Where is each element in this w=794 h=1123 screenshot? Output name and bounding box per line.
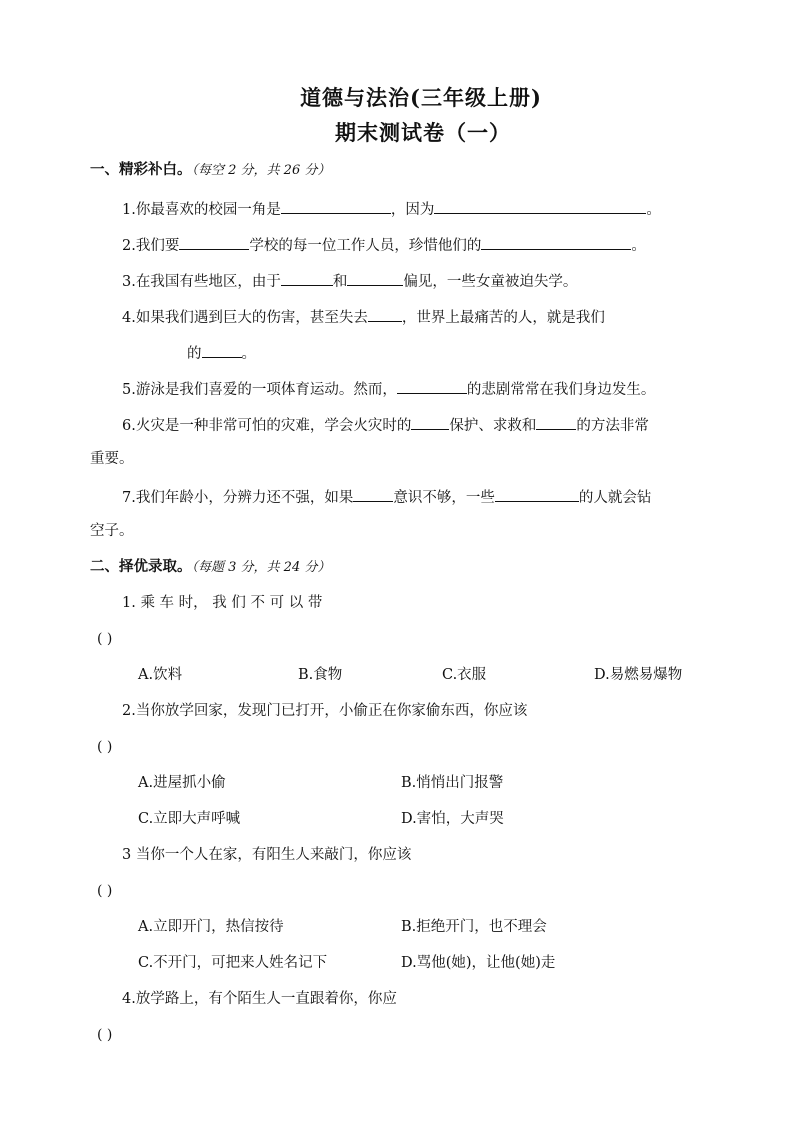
q2-text-b: 学校的每一位工作人员，珍惜他们的 <box>249 238 482 254</box>
q2-text-a: 2.我们要 <box>122 238 180 254</box>
s2-question-2-stem: 2.当你放学回家，发现门已打开，小偷正在你家偷东西，你应该 <box>122 703 528 719</box>
q4-text-b: ，世界上最痛苦的人，就是我们 <box>401 310 605 326</box>
exam-title: 道德与法治(三年级上册) <box>300 85 542 110</box>
option-c[interactable]: C.立即大声呼喊 <box>138 811 241 827</box>
answer-blank[interactable] <box>481 233 631 250</box>
answer-blank[interactable] <box>353 485 393 502</box>
q4-text-c: 的 <box>187 346 202 362</box>
answer-blank[interactable] <box>202 341 242 358</box>
q2-text-c: 。 <box>631 238 646 254</box>
s1-question-4 <box>122 305 605 328</box>
option-b[interactable]: B.悄悄出门报警 <box>401 775 504 791</box>
q3-text-c: 偏见，一些女童被迫失学。 <box>403 274 578 290</box>
q7-text-b: 意识不够，一些 <box>393 490 495 506</box>
option-b[interactable]: B.拒绝开门，也不理会 <box>401 919 547 935</box>
answer-paren[interactable]: ( ) <box>97 739 113 755</box>
s2-question-3-stem: 3 当你一个人在家，有阳生人来敲门，你应该 <box>122 847 412 863</box>
option-d[interactable]: D.害怕，大声哭 <box>401 811 504 827</box>
q1-text-a: 1.你最喜欢的校园一角是 <box>122 202 281 218</box>
s2-question-1-stem: 1. 乘 车 时， 我 们 不 可 以 带 <box>122 595 323 611</box>
option-d[interactable]: D.易燃易爆物 <box>594 667 683 683</box>
s1-question-5 <box>122 377 655 400</box>
s2-question-4-stem: 4.放学路上，有个陌生人一直跟着你，你应 <box>122 991 397 1007</box>
answer-blank[interactable] <box>434 197 646 214</box>
q6-text-b: 保护、求救和 <box>449 418 537 434</box>
s1-question-1 <box>122 197 661 220</box>
q5-text-a: 5.游泳是我们喜爱的一项体育运动。然而， <box>122 382 397 398</box>
answer-blank[interactable] <box>281 197 391 214</box>
option-b[interactable]: B.食物 <box>298 667 343 683</box>
s1-question-4-cont <box>187 341 256 364</box>
s1-question-7 <box>122 485 651 508</box>
answer-paren[interactable]: ( ) <box>97 1027 113 1043</box>
answer-blank[interactable] <box>397 377 467 394</box>
answer-blank[interactable] <box>368 305 402 322</box>
s1-question-2 <box>122 233 646 256</box>
q4-text-d: 。 <box>241 346 256 362</box>
s1-question-6 <box>122 413 649 436</box>
option-a[interactable]: A.饮料 <box>138 667 183 683</box>
answer-blank[interactable] <box>179 233 249 250</box>
answer-paren[interactable]: ( ) <box>97 883 113 899</box>
answer-blank[interactable] <box>347 269 403 286</box>
section2-score-note: （每题 3 分，共 24 分） <box>191 560 331 575</box>
q1-text-b: ，因为 <box>390 202 435 218</box>
answer-blank[interactable] <box>536 413 576 430</box>
q3-text-a: 3.在我国有些地区，由于 <box>122 274 281 290</box>
s1-question-3 <box>122 269 577 292</box>
q1-text-c: 。 <box>646 202 661 218</box>
q7-text-c: 的人就会钻 <box>578 490 652 506</box>
s1-question-7-cont: 空子。 <box>90 523 134 539</box>
q4-text-a: 4.如果我们遇到巨大的伤害，甚至失去 <box>122 310 368 326</box>
q6-text-c: 的方法非常 <box>576 418 649 434</box>
answer-blank[interactable] <box>281 269 333 286</box>
answer-blank[interactable] <box>495 485 579 502</box>
option-a[interactable]: A.立即开门，热信按待 <box>138 919 284 935</box>
option-a[interactable]: A.进屋抓小偷 <box>138 775 226 791</box>
answer-blank[interactable] <box>411 413 449 430</box>
option-d[interactable]: D.骂他(她)，让他(她)走 <box>401 955 556 971</box>
section1-score-note: （每空 2 分，共 26 分） <box>191 163 331 178</box>
q5-text-b: 的悲剧常常在我们身边发生。 <box>466 382 656 398</box>
section2-title: 二、择优录取。 <box>90 558 192 575</box>
answer-paren[interactable]: ( ) <box>97 631 113 647</box>
option-c[interactable]: C.衣服 <box>442 667 487 683</box>
q3-text-b: 和 <box>332 274 348 290</box>
section2-heading <box>90 557 330 578</box>
s1-question-6-cont: 重要。 <box>90 451 134 467</box>
exam-subtitle: 期末测试卷（一） <box>335 120 511 145</box>
q6-text-a: 6.火灾是一种非常可怕的灾难，学会火灾时的 <box>122 418 412 434</box>
q7-text-a: 7.我们年龄小，分辨力还不强，如果 <box>122 490 354 506</box>
section1-heading <box>90 160 330 181</box>
section1-title: 一、精彩补白。 <box>90 161 192 178</box>
option-c[interactable]: C.不开门，可把来人姓名记下 <box>138 955 328 971</box>
